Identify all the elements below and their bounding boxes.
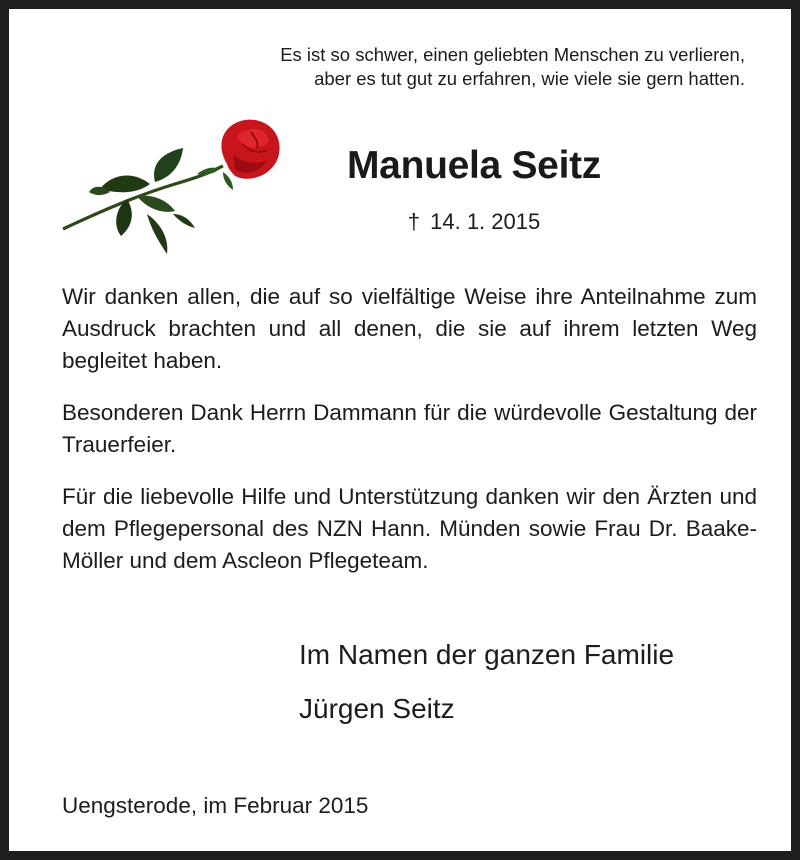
signature-name: Jürgen Seitz <box>299 693 455 724</box>
deceased-name: Manuela Seitz <box>347 144 601 187</box>
quote-line-2: aber es tut gut zu erfahren, wie viele sie gern hatten. <box>314 68 745 89</box>
paragraph-thanks: Wir danken allen, die auf so vielfältige Weise ihre Anteilnahme zum Ausdruck brachten und all denen, die sie auf ihrem letzten Weg begleitet haben. <box>62 284 757 373</box>
quote <box>205 43 745 91</box>
quote-line-1: Es ist so schwer, einen geliebten Menschen zu verlieren, <box>280 44 745 65</box>
death-date-line <box>309 209 639 235</box>
paragraph-special-thanks: Besonderen Dank Herrn Dammann für die würdevolle Gestaltung der Trauerfeier. <box>62 400 757 457</box>
death-date: 14. 1. 2015 <box>430 209 541 234</box>
red-rose-icon <box>55 114 285 274</box>
signature-line: Im Namen der ganzen Familie <box>299 639 675 670</box>
paragraph-care-thanks: Für die liebevolle Hilfe und Unterstützung danken wir den Ärzten und dem Pflegepersonal des NZN Hann. Münden sowie Frau Dr. Baake-Möller und dem Ascleon Pflegeteam. <box>62 484 757 573</box>
thanks-text <box>62 281 757 597</box>
place-date: Uengsterode, im Februar 2015 <box>62 793 369 818</box>
cross-symbol: † <box>407 209 420 234</box>
